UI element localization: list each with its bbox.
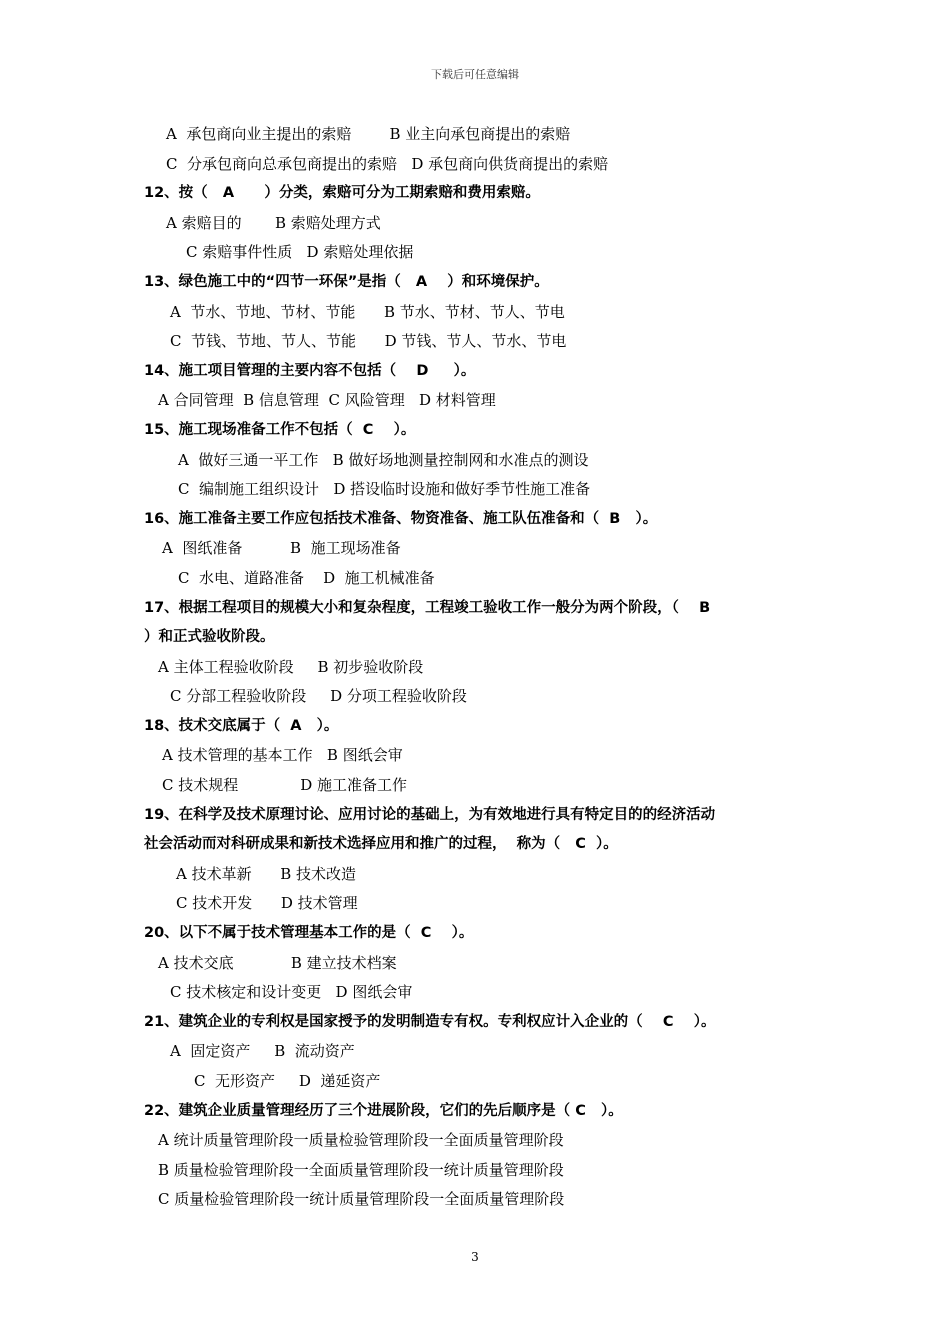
option-line: B 质量检验管理阶段一全面质量管理阶段一统计质量管理阶段 [158,1160,564,1179]
option-line: C 无形资产 D 递延资产 [194,1072,381,1090]
option-line: C 质量检验管理阶段一统计质量管理阶段一全面质量管理阶段 [158,1190,565,1209]
option-line: A 固定资产 B 流动资产 [170,1042,355,1061]
question-line: ）和正式验收阶段。 [144,629,275,646]
question-line: 16、施工准备主要工作应包括技术准备、物资准备、施工队伍准备和（ B ）。 [144,510,658,527]
question-line: 社会活动而对科研成果和新技术选择应用和推广的过程， 称为（ C ）。 [144,836,618,853]
question-line: 21、建筑企业的专利权是国家授予的发明制造专有权。专利权应计入企业的（ C ）。 [144,1013,716,1030]
question-line: 17、根据工程项目的规模大小和复杂程度，工程竣工验收工作一般分为两个阶段，（ B [144,599,711,616]
question-line: 19、在科学及技术原理讨论、应用讨论的基础上，为有效地进行具有特定目的的经济活动 [144,806,716,823]
option-line: A 技术交底 B 建立技术档案 [158,953,397,972]
option-line: C 技术开发 D 技术管理 [176,894,358,913]
option-line: C 索赔事件性质 D 索赔处理依据 [186,243,414,262]
option-line: C 分部工程验收阶段 D 分项工程验收阶段 [170,687,467,706]
question-line: 22、建筑企业质量管理经历了三个进展阶段，它们的先后顺序是（ C ）。 [144,1102,623,1119]
question-line: 18、技术交底属于（ A ）。 [144,717,339,734]
page-header: 下载后可任意编辑 [431,68,519,81]
option-line: A 图纸准备 B 施工现场准备 [162,539,401,558]
question-line: 15、施工现场准备工作不包括（ C ）。 [144,421,416,438]
page-number: 3 [471,1250,479,1264]
question-line: 20、以下不属于技术管理基本工作的是（ C ）。 [144,925,474,942]
option-line: C 节钱、节地、节人、节能 D 节钱、节人、节水、节电 [170,332,567,351]
question-line: 14、施工项目管理的主要内容不包括（ D ）。 [144,362,476,379]
option-line: C 编制施工组织设计 D 搭设临时设施和做好季节性施工准备 [178,480,591,499]
document-body [144,120,824,1215]
option-line: A 节水、节地、节材、节能 B 节水、节材、节人、节电 [170,302,565,321]
question-line: 12、按（ A ）分类，索赔可分为工期索赔和费用索赔。 [144,185,540,202]
question-line: 13、绿色施工中的“四节一环保”是指（ A ）和环境保护。 [144,273,549,290]
option-line: C 技术核定和设计变更 D 图纸会审 [170,983,413,1002]
option-line: C 技术规程 D 施工准备工作 [162,776,408,795]
option-line: A 做好三通一平工作 B 做好场地测量控制网和水准点的测设 [178,450,589,469]
option-line: A 主体工程验收阶段 B 初步验收阶段 [158,657,424,676]
option-line: C 水电、道路准备 D 施工机械准备 [178,568,435,587]
option-line: A 索赔目的 B 索赔处理方式 [166,213,381,232]
option-line: A 合同管理 B 信息管理 C 风险管理 D 材料管理 [158,391,496,410]
option-line: A 承包商向业主提出的索赔 B 业主向承包商提出的索赔 [166,125,571,143]
option-line: A 统计质量管理阶段一质量检验管理阶段一全面质量管理阶段 [158,1131,564,1150]
option-line: A 技术革新 B 技术改造 [176,864,357,883]
option-line: A 技术管理的基本工作 B 图纸会审 [162,746,403,765]
option-line: C 分承包商向总承包商提出的索赔 D 承包商向供货商提出的索赔 [166,154,609,173]
